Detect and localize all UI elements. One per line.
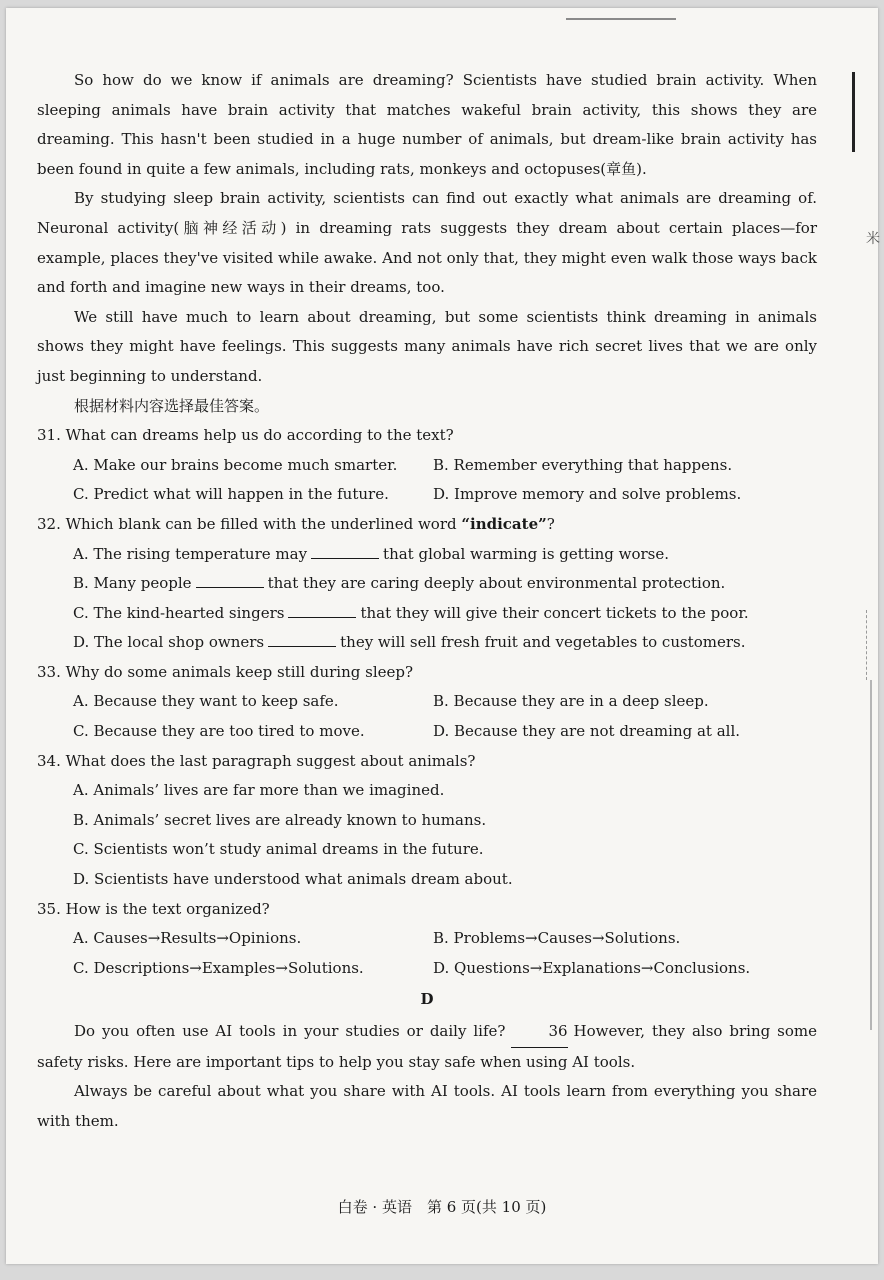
q31-option-d: D. Improve memory and solve problems.: [433, 485, 742, 504]
question-35-stem: 35. How is the text organized?: [37, 899, 270, 918]
instruction: 根据材料内容选择最佳答案。: [74, 396, 270, 415]
page-footer: 白卷 · 英语 第 6 页(共 10 页): [337, 1198, 547, 1216]
q34-option-d: D. Scientists have understood what animals dream about.: [73, 870, 513, 889]
q32-stem-text: 32. Which blank can be filled with the underlined word: [37, 514, 462, 533]
blank-36: 36: [511, 1017, 567, 1048]
margin-dash: [866, 610, 868, 680]
q34-option-c: C. Scientists won’t study animal dreams in the future.: [73, 840, 484, 859]
q32-c-text-end: that they will give their concert tickets to the poor.: [360, 603, 749, 622]
q32-d-text-end: they will sell fresh fruit and vegetables to customers.: [340, 633, 746, 652]
q31-option-a: A. Make our brains become much smarter.: [73, 455, 398, 474]
passage-c-paragraph-1: So how do we know if animals are dreaming? Scientists have studied brain activity. When sleeping animals have brain activity that matches wakeful brain activity, this shows they are dreaming. This hasn't been studied in a huge number of animals, but dream-like brain activity has been found in quite a few animals, including rats, monkeys and octopuses(章鱼).: [37, 71, 817, 178]
passage-d-paragraph-1: [37, 1017, 817, 1077]
passage-c-paragraph-3: We still have much to learn about dreaming, but some scientists think dreaming in animals shows they might have feelings. This suggests many animals have rich secret lives that we are only just beginning to understand.: [37, 307, 817, 385]
q32-d-text: D. The local shop owners: [73, 633, 265, 652]
question-32-stem: [37, 510, 817, 540]
q34-option-b: B. Animals’ secret lives are already known to humans.: [73, 810, 487, 829]
question-31-stem: 31. What can dreams help us do according to the text?: [37, 426, 454, 445]
q32-keyword: “indicate”: [461, 514, 547, 533]
question-34-stem: 34. What does the last paragraph suggest about animals?: [37, 751, 476, 770]
page-edge-shadow: [870, 680, 872, 1030]
q32-b-text-end: that they are caring deeply about environmental protection.: [267, 574, 726, 593]
question-33-options: [37, 687, 817, 746]
q32-c-text: C. The kind-hearted singers: [73, 603, 285, 622]
q33-option-a: A. Because they want to keep safe.: [73, 692, 339, 711]
q33-option-b: B. Because they are in a deep sleep.: [433, 692, 709, 711]
passage-c-paragraph-2: By studying sleep brain activity, scientists can find out exactly what animals are dreaming of. Neuronal activity(脑神经活动) in dreaming rats suggests they dream about certain places—for example, places they've visited while awake. And not only that, they might even walk those ways back and forth and imagine new ways in their dreams, too.: [37, 189, 817, 297]
q35-option-c: C. Descriptions→Examples→Solutions.: [73, 958, 364, 977]
q33-option-d: D. Because they are not dreaming at all.: [433, 722, 741, 741]
q35-option-b: B. Problems→Causes→Solutions.: [433, 929, 681, 948]
q35-option-a: A. Causes→Results→Opinions.: [73, 929, 302, 948]
q32-d-blank: [268, 630, 336, 647]
margin-mark: 米: [866, 231, 880, 247]
q32-b-text: B. Many people: [73, 574, 192, 593]
top-edge-line: [566, 18, 676, 20]
question-32-options: [37, 540, 817, 658]
q32-a-text: A. The rising temperature may: [73, 544, 308, 563]
passage-d-paragraph-2: Always be careful about what you share with AI tools. AI tools learn from everything you share with them.: [37, 1082, 817, 1130]
question-34-options: [37, 776, 817, 894]
question-31-options: [37, 451, 817, 510]
q31-option-c: C. Predict what will happen in the future.: [73, 485, 389, 504]
q32-option-a: [73, 540, 817, 570]
page-content: [37, 66, 817, 1136]
q31-option-b: B. Remember everything that happens.: [433, 455, 733, 474]
passage-d-p1-start: Do you often use AI tools in your studies or daily life?: [74, 1022, 506, 1040]
q32-a-blank: [311, 542, 379, 559]
question-33-stem: 33. Why do some animals keep still during sleep?: [37, 662, 414, 681]
passage-d-heading: D: [420, 990, 434, 1009]
passage-d-p1-end: However, they also bring some safety risks. Here are important tips to help you stay safe when using AI tools.: [37, 1022, 817, 1071]
margin-bar: [852, 72, 855, 152]
q32-b-blank: [196, 571, 264, 588]
q32-stem-end: ?: [546, 514, 555, 533]
q32-c-blank: [288, 601, 356, 618]
q33-option-c: C. Because they are too tired to move.: [73, 722, 365, 741]
q32-option-d: [73, 628, 817, 658]
q35-option-d: D. Questions→Explanations→Conclusions.: [433, 958, 751, 977]
q34-option-a: A. Animals’ lives are far more than we imagined.: [73, 781, 445, 800]
q32-option-b: [73, 569, 817, 599]
q32-a-text-end: that global warming is getting worse.: [383, 544, 670, 563]
q32-option-c: [73, 599, 817, 629]
question-35-options: [37, 924, 817, 983]
